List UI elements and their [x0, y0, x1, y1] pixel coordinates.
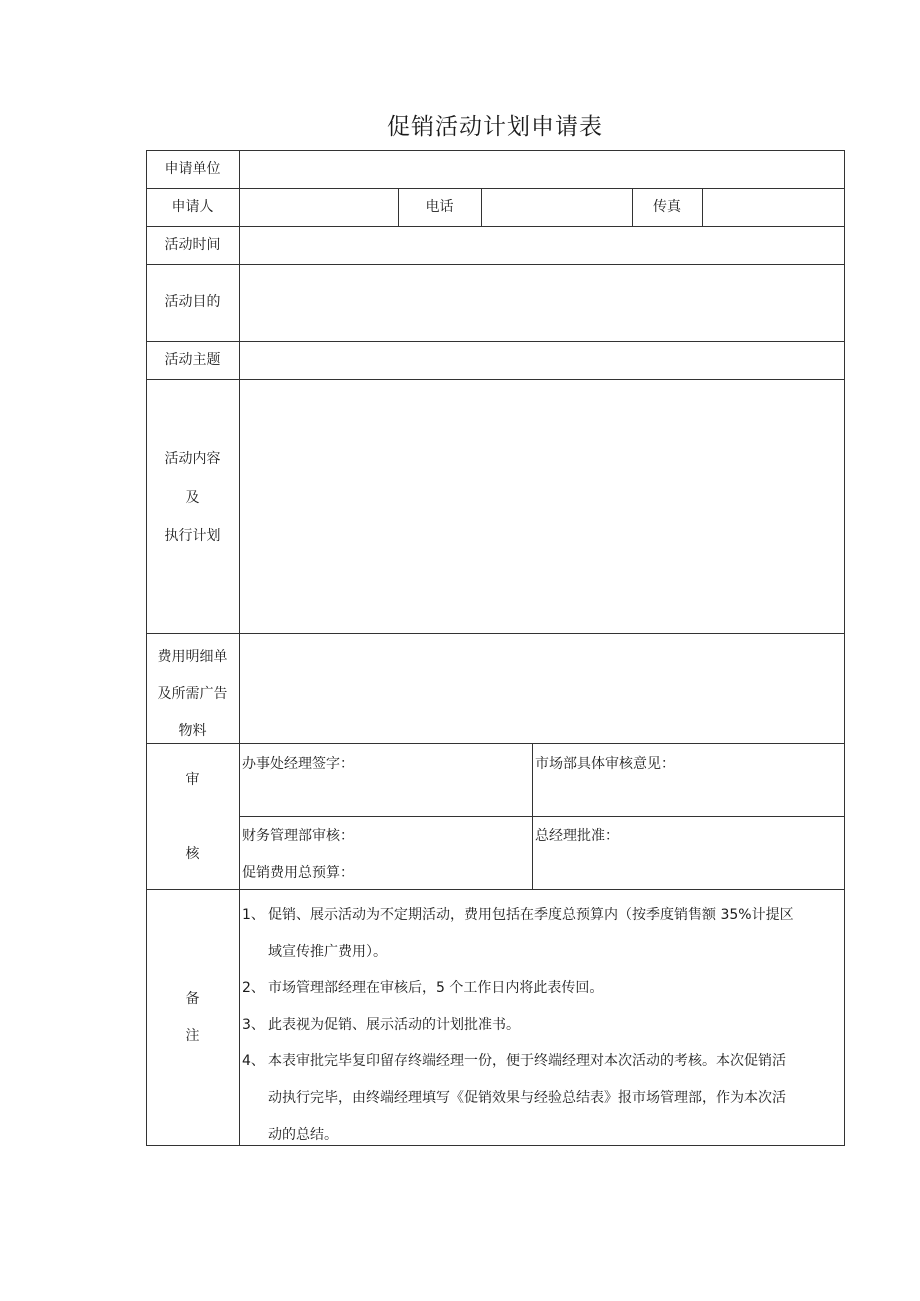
row-divider: [146, 743, 845, 744]
note-text: 动的总结。: [268, 1127, 338, 1143]
finance-dept-review: 财务管理部审核：: [242, 828, 354, 844]
border-top: [146, 150, 845, 151]
note-text: 本表审批完毕复印留存终端经理一份，便于终端经理对本次活动的考核。本次促销活: [268, 1053, 786, 1069]
label-phone: 电话: [425, 199, 454, 215]
review-row-divider: [239, 816, 845, 817]
office-manager-signature: 办事处经理签字：: [242, 756, 354, 772]
row-divider: [146, 633, 845, 634]
label-advertising: 及所需广告: [157, 686, 228, 702]
label-fax: 传真: [653, 199, 681, 215]
gm-approval: 总经理批准：: [535, 828, 619, 844]
note-text: 市场管理部经理在审核后，5 个工作日内将此表传回。: [268, 980, 604, 996]
label-remarks-1: 备: [185, 991, 200, 1007]
label-column-divider: [239, 150, 240, 1146]
row-divider: [146, 341, 845, 342]
label-review-1: 审: [185, 772, 200, 788]
label-review-2: 核: [185, 846, 200, 862]
row-divider: [146, 188, 845, 189]
row-divider: [146, 226, 845, 227]
note-number: 3、: [242, 1017, 265, 1033]
label-materials: 物料: [178, 723, 207, 739]
total-budget: 促销费用总预算：: [242, 865, 354, 881]
border-right: [844, 150, 845, 1146]
note-text: 促销、展示活动为不定期活动，费用包括在季度总预算内（按季度销售额 35%计提区: [268, 907, 794, 923]
label-execution-plan: 执行计划: [164, 528, 221, 544]
note-text: 域宣传推广费用）。: [268, 944, 387, 960]
label-activity-time: 活动时间: [164, 237, 221, 253]
note-item: [242, 1051, 842, 1145]
application-form: [146, 150, 845, 1146]
market-dept-opinion: 市场部具体审核意见：: [535, 756, 675, 772]
label-remarks-2: 注: [185, 1028, 200, 1044]
note-number: 4、: [242, 1053, 265, 1069]
row-divider: [146, 889, 845, 890]
label-activity-theme: 活动主题: [164, 352, 221, 368]
label-activity-purpose: 活动目的: [164, 294, 221, 310]
note-item: [242, 905, 842, 962]
label-applicant: 申请人: [171, 199, 214, 215]
note-number: 1、: [242, 907, 265, 923]
note-item: [242, 1015, 842, 1035]
note-text: 动执行完毕，由终端经理填写《促销效果与经验总结表》报市场管理部，作为本次活: [268, 1090, 786, 1106]
form-title: 促销活动计划申请表: [387, 114, 603, 140]
label-cost-detail: 费用明细单: [157, 649, 228, 665]
label-and: 及: [185, 490, 200, 506]
row-divider: [146, 264, 845, 265]
label-activity-content: 活动内容: [164, 451, 221, 467]
cell-divider: [702, 188, 703, 226]
row-divider: [146, 379, 845, 380]
note-text: 此表视为促销、展示活动的计划批准书。: [268, 1017, 520, 1033]
note-item: [242, 978, 842, 998]
note-number: 2、: [242, 980, 265, 996]
cell-divider: [481, 188, 482, 226]
border-bottom: [146, 1145, 845, 1146]
label-applicant-unit: 申请单位: [164, 161, 221, 177]
